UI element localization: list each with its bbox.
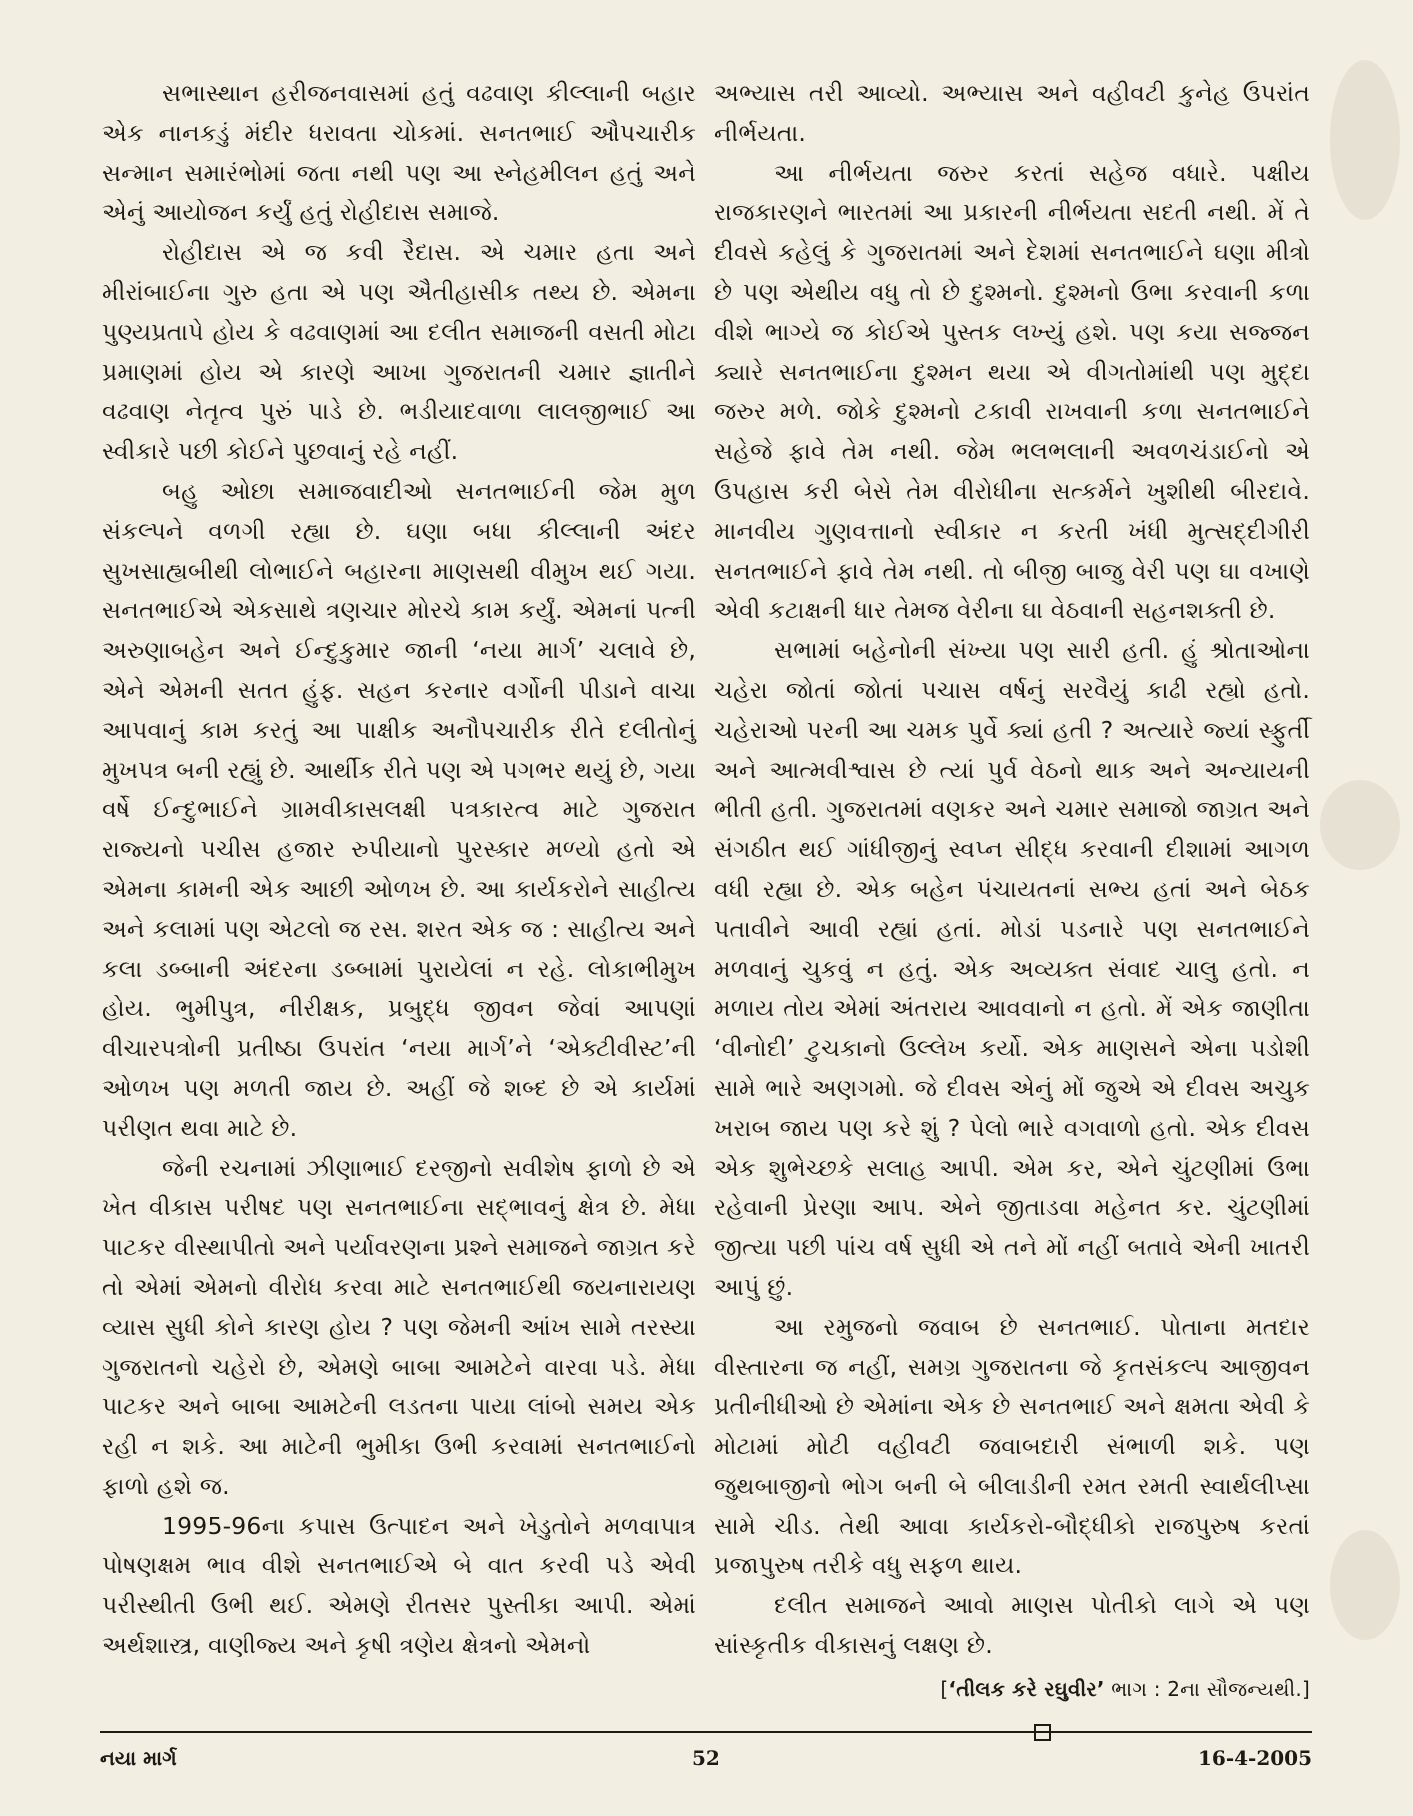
paragraph: દલીત સમાજને આવો માણસ પોતીકો લાગે એ પણ સાંસ્કૃતીક વીકાસનું લક્ષણ છે. — [714, 1591, 1310, 1660]
paper-stain — [1320, 780, 1400, 870]
paper-stain — [1330, 60, 1400, 220]
issue-date: 16-4-2005 — [1197, 1746, 1312, 1770]
footer-rule — [100, 1731, 1312, 1733]
paragraph: સભામાં બહેનોની સંખ્યા પણ સારી હતી. હું શ્રોતાઓના ચહેરા જોતાં જોતાં પચાસ વર્ષનું સરવૈયું કાઢી રહ્યો હતો. ચહેરાઓ પરની આ ચમક પુર્વે ક્યાં હતી ? અત્યારે જ્યાં સ્ફુર્તી અને આત્મવીશ્વાસ છે ત્યાં પુર્વ વેઠનો થાક અને અન્યાયની ભીતી હતી. ગુજરાતમાં વણકર અને ચમાર સમાજો જાગ્રત અને સંગઠીત થઈ ગાંધીજીનું સ્વપ્ન સીદ્ધ કરવાની દીશામાં આગળ વધી રહ્યા છે. એક બહેન પંચાયતનાં સભ્ય હતાં અને બેઠક પતાવીને આવી રહ્યાં હતાં. મોડાં પડનારે પણ સનતભાઈને મળવાનું ચુકવું ન હતું. એક અવ્યક્ત સંવાદ ચાલુ હતો. ન મળાય તોય એમાં અંતરાય આવવાનો ન હતો. મેં એક જાણીતા ‘વીનોદી’ ટુચકાનો ઉલ્લેખ કર્યો. એક માણસને એના પડોશી સામે ભારે અણગમો. જે દીવસ એનું મોં જુએ એ દીવસ અચુક ખરાબ જાય પણ કરે શું ? પેલો ભારે વગવાળો હતો. એક દીવસ એક શુભેચ્છકે સલાહ આપી. એમ કર, એને ચુંટણીમાં ઉભા રહેવાની પ્રેરણા આપ. એને જીતાડવા મહેનત કર. ચુંટણીમાં જીત્યા પછી પાંચ વર્ષ સુધી એ તને મોં નહીં બતાવે એની ખાતરી આપું છું. — [714, 636, 1310, 1301]
paragraph: આ નીર્ભયતા જરુર કરતાં સહેજ વધારે. પક્ષીય રાજકારણને ભારતમાં આ પ્રકારની નીર્ભયતા સદતી નથી. મેં તે દીવસે કહેલું કે ગુજરાતમાં અને દેશમાં સનતભાઈને ઘણા મીત્રો છે પણ એથીય વધુ તો છે દુશ્મનો. દુશ્મનો ઉભા કરવાની કળા વીશે ભાગ્યે જ કોઈએ પુસ્તક લખ્યું હશે. પણ કયા સજ્જન ક્યારે સનતભાઈના દુશ્મન થયા એ વીગતોમાંથી પણ મુદ્દા જરુર મળે. જોકે દુશ્મનો ટકાવી રાખવાની કળા સનતભાઈને સહેજે ફાવે તેમ નથી. જેમ ભલભલાની અવળચંડાઈનો એ ઉપહાસ કરી બેસે તેમ વીરોધીના સત્કર્મને ખુશીથી બીરદાવે. માનવીય ગુણવત્તાનો સ્વીકાર ન કરતી ખંધી મુત્સદ્દીગીરી સનતભાઈને ફાવે તેમ નથી. તો બીજી બાજુ વેરી પણ ઘા વખાણે એવી કટાક્ષની ધાર તેમજ વેરીના ઘા વેઠવાની સહનશક્તી છે. — [714, 158, 1310, 625]
source-credit — [714, 1670, 1310, 1710]
paragraph: જેની રચનામાં ઝીણાભાઈ દરજીનો સવીશેષ ફાળો છે એ ખેત વીકાસ પરીષદ પણ સનતભાઈના સદ્ભાવનું ક્ષેત્ર છે. મેધા પાટકર વીસ્થાપીતો અને પર્યાવરણના પ્રશ્ને સમાજને જાગ્રત કરે તો એમાં એમનો વીરોધ કરવા માટે સનતભાઈથી જયનારાયણ વ્યાસ સુધી કોને કારણ હોય ? પણ જેમની આંખ સામે તરસ્યા ગુજરાતનો ચહેરો છે, એમણે બાબા આમટેને વારવા પડે. મેધા પાટકર અને બાબા આમટેની લડતના પાયા લાંબો સમય એક રહી ન શકે. આ માટેની ભુમીકા ઉભી કરવામાં સનતભાઈનો ફાળો હશે જ. — [102, 1153, 696, 1500]
left-column — [102, 74, 696, 1666]
paragraph: 1995-96ના કપાસ ઉત્પાદન અને ખેડુતોને મળવાપાત્ર પોષણક્ષમ ભાવ વીશે સનતભાઈએ બે વાત કરવી પડે એવી પરીસ્થીતી ઉભી થઈ. એમણે રીતસર પુસ્તીકા આપી. એમાં અર્થશાસ્ત્ર, વાણીજ્ય અને કૃષી ત્રણેય ક્ષેત્રનો એમનો — [102, 1511, 696, 1660]
paragraph: આ રમુજનો જવાબ છે સનતભાઈ. પોતાના મતદાર વીસ્તારના જ નહીં, સમગ્ર ગુજરાતના જે કૃતસંકલ્પ આજીવન પ્રતીનીધીઓ છે એમાંના એક છે સનતભાઈ અને ક્ષમતા એવી કે મોટામાં મોટી વહીવટી જવાબદારી સંભાળી શકે. પણ જુથબાજીનો ભોગ બની બે બીલાડીની રમત રમતી સ્વાર્થલીપ્સા સામે ચીડ. તેથી આવા કાર્યકરો-બૌદ્ધીકો રાજપુરુષ કરતાં પ્રજાપુરુષ તરીકે વધુ સફળ થાય. — [714, 1312, 1310, 1580]
paragraph: બહુ ઓછા સમાજવાદીઓ સનતભાઈની જેમ મુળ સંકલ્પને વળગી રહ્યા છે. ઘણા બધા કીલ્લાની અંદર સુખસાહ્યબીથી લોભાઈને બહારના માણસથી વીમુખ થઈ ગયા. સનતભાઈએ એકસાથે ત્રણચાર મોરચે કામ કર્યું. એમનાં પત્ની અરુણાબહેન અને ઈન્દુકુમાર જાની ‘નયા માર્ગ’ ચલાવે છે, એને એમની સતત હુંફ. સહન કરનાર વર્ગોની પીડાને વાચા આપવાનું કામ કરતું આ પાક્ષીક અનૌપચારીક રીતે દલીતોનું મુખપત્ર બની રહ્યું છે. આર્થીક રીતે પણ એ પગભર થયું છે, ગયા વર્ષે ઈન્દુભાઈને ગ્રામવીકાસલક્ષી પત્રકારત્વ માટે ગુજરાત રાજ્યનો પચીસ હજાર રુપીયાનો પુરસ્કાર મળ્યો હતો એ એમના કામની એક આછી ઓળખ છે. આ કાર્યકરોને સાહીત્ય અને કલામાં પણ એટલો જ રસ. શરત એક જ : સાહીત્ય અને કલા ડબ્બાની અંદરના ડબ્બામાં પુરાયેલાં ન રહે. લોકાભીમુખ હોય. ભુમીપુત્ર, નીરીક્ષક, પ્રબુદ્ધ જીવન જેવાં આપણાં વીચારપત્રોની પ્રતીષ્ઠા ઉપરાંત ‘નયા માર્ગ’ને ‘એક્ટીવીસ્ટ’ની ઓળખ પણ મળતી જાય છે. અહીં જે શબ્દ છે એ કાર્યમાં પરીણત થવા માટે છે. — [102, 476, 696, 1142]
credit-book-title: ‘તીલક કરે રઘુવીર’ — [948, 1676, 1105, 1701]
paragraph: સભાસ્થાન હરીજનવાસમાં હતું વઢવાણ કીલ્લાની બહાર એક નાનકડું મંદીર ધરાવતા ચોકમાં. સનતભાઈ ઔપચારીક સન્માન સમારંભોમાં જતા નથી પણ આ સ્નેહમીલન હતું અને એનું આયોજન કર્યું હતું રોહીદાસ સમાજે. — [102, 79, 696, 227]
credit-text: ભાગ : 2ના સૌજન્યથી.] — [1104, 1676, 1310, 1701]
publication-name: નયા માર્ગ — [100, 1746, 177, 1770]
credit-bracket: [ — [940, 1676, 949, 1701]
page-footer — [100, 1746, 1312, 1776]
right-column — [714, 74, 1310, 1753]
paragraph-continued: અભ્યાસ તરી આવ્યો. અભ્યાસ અને વહીવટી કુનેહ ઉપરાંત નીર્ભયતા. — [714, 79, 1310, 147]
page-number: 52 — [692, 1746, 720, 1770]
paragraph: રોહીદાસ એ જ કવી રૈદાસ. એ ચમાર હતા અને મીરાંબાઈના ગુરુ હતા એ પણ ઐતીહાસીક તથ્ય છે. એમના પુણ્યપ્રતાપે હોય કે વઢવાણમાં આ દલીત સમાજની વસતી મોટા પ્રમાણમાં હોય એ કારણે આખા ગુજરાતની ચમાર જ્ઞાતીને વઢવાણ નેતૃત્વ પુરું પાડે છે. ભડીયાદવાળા લાલજીભાઈ આ સ્વીકારે પછી કોઈને પુછવાનું રહે નહીં. — [102, 238, 696, 466]
paper-stain — [1330, 1530, 1400, 1640]
